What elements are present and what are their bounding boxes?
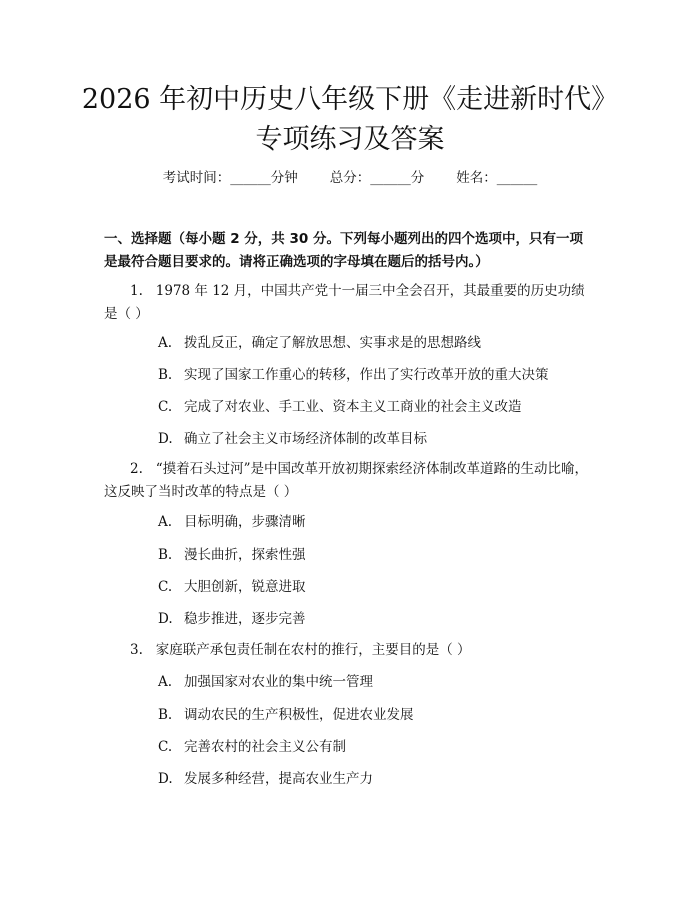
option-text: 发展多种经营，提高农业生产力 — [184, 771, 373, 787]
question-3-option-d — [158, 769, 596, 789]
title-line-2: 专项练习及答案 — [255, 124, 445, 155]
option-letter: C. — [158, 579, 173, 595]
question-2 — [104, 458, 596, 504]
option-text: 目标明确，步骤清晰 — [184, 514, 306, 530]
exam-score: 总分：______分 — [329, 170, 425, 186]
question-1 — [104, 280, 596, 326]
question-3-option-c — [158, 737, 596, 757]
document-title — [40, 80, 660, 160]
question-stem: 3. 家庭联产承包责任制在农村的推行，主要目的是（ ） — [130, 642, 471, 658]
option-letter: B. — [158, 707, 173, 723]
title-line-1: 2026 年初中历史八年级下册《走进新时代》 — [81, 84, 619, 115]
question-1-option-a — [158, 333, 596, 353]
option-letter: A. — [158, 335, 173, 351]
question-3-option-b — [158, 705, 596, 725]
question-stem: 2. “摸着石头过河”是中国改革开放初期探索经济体制改革道路的生动比喻，这反映了当时改革的特点是（ ） — [104, 461, 589, 500]
question-3-option-a — [158, 672, 596, 692]
option-text: 稳步推进，逐步完善 — [184, 611, 306, 627]
option-letter: D. — [158, 771, 173, 787]
question-3 — [104, 639, 596, 662]
question-2-option-a — [158, 512, 596, 532]
option-text: 漫长曲折，探索性强 — [184, 547, 306, 563]
student-name: 姓名：______ — [456, 170, 538, 186]
option-letter: D. — [158, 611, 173, 627]
option-text: 调动农民的生产积极性，促进农业发展 — [184, 707, 414, 723]
question-1-option-c — [158, 397, 596, 417]
option-letter: C. — [158, 739, 173, 755]
question-1-option-d — [158, 429, 596, 449]
option-letter: B. — [158, 547, 173, 563]
question-2-option-c — [158, 577, 596, 597]
question-stem: 1. 1978 年 12 月，中国共产党十一届三中全会召开，其最重要的历史功绩是（ ） — [104, 283, 585, 322]
exam-time: 考试时间：______分钟 — [162, 170, 298, 186]
option-text: 实现了国家工作重心的转移，作出了实行改革开放的重大决策 — [184, 367, 549, 383]
option-letter: D. — [158, 431, 173, 447]
question-2-option-d — [158, 609, 596, 629]
option-text: 确立了社会主义市场经济体制的改革目标 — [184, 431, 427, 447]
option-text: 完善农村的社会主义公有制 — [184, 739, 346, 755]
section-heading: 一、选择题（每小题 2 分，共 30 分。下列每小题列出的四个选项中，只有一项是最符合题目要求的。请将正确选项的字母填在题后的括号内。） — [104, 231, 583, 270]
option-letter: A. — [158, 674, 173, 690]
option-letter: C. — [158, 399, 173, 415]
question-2-option-b — [158, 545, 596, 565]
exam-info — [0, 168, 700, 188]
option-letter: A. — [158, 514, 173, 530]
question-1-option-b — [158, 365, 596, 385]
option-text: 拨乱反正，确定了解放思想、实事求是的思想路线 — [184, 335, 481, 351]
option-text: 完成了对农业、手工业、资本主义工商业的社会主义改造 — [184, 399, 522, 415]
option-letter: B. — [158, 367, 173, 383]
option-text: 大胆创新，锐意进取 — [184, 579, 306, 595]
option-text: 加强国家对农业的集中统一管理 — [184, 674, 373, 690]
